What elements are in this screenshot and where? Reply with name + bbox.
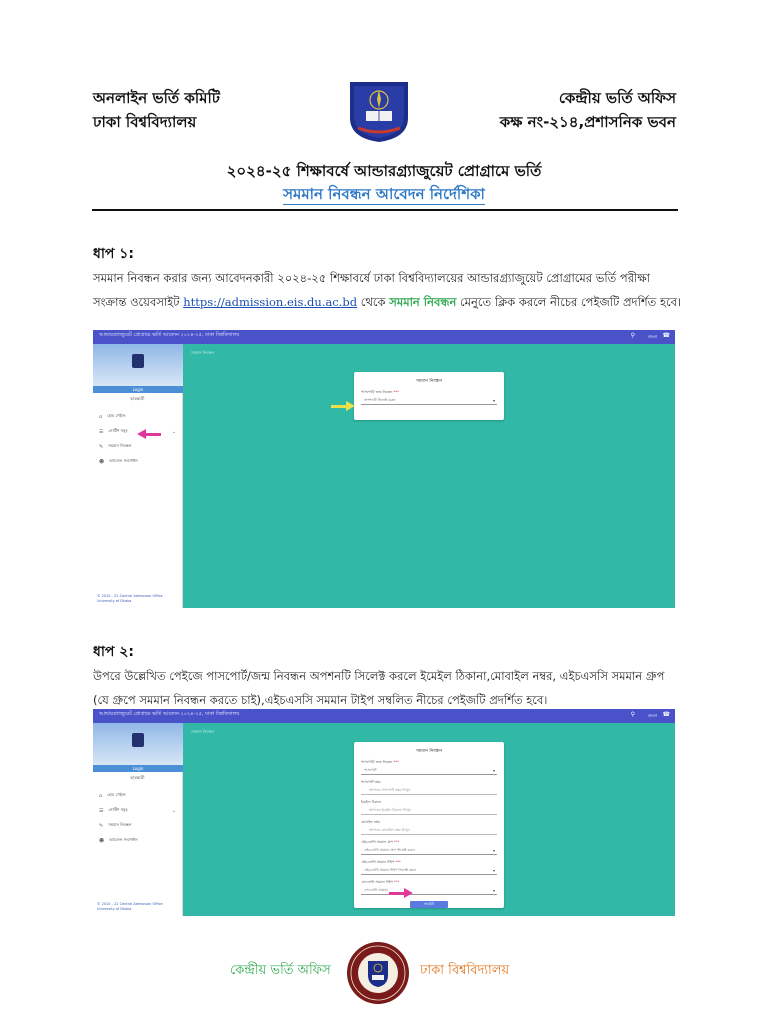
- sidebar-item-label: নোটিশ সমূহ: [108, 428, 128, 433]
- email-input[interactable]: আপনার ইমেইল ঠিকানা লিখুন: [361, 808, 497, 815]
- required-mark: ***: [394, 840, 400, 844]
- user-label: ছাত্রছাত্রী: [130, 396, 145, 401]
- email-label: ইমেইল ঠিকানা: [361, 800, 382, 804]
- hsc-group-label-text: এইচএসসি সমমান গ্রুপ: [361, 840, 393, 844]
- admission-website-link[interactable]: https://admission.eis.du.ac.bd: [183, 295, 358, 309]
- footer-dhaka-university: ঢাকা বিশ্ববিদ্যালয়: [420, 963, 510, 978]
- sidebar-footer-line1: © 2010 - 22 Central Admission Office: [97, 902, 163, 906]
- passport-field-label-text: পাসপোর্ট/ জন্ম নিবন্ধন: [361, 760, 393, 764]
- sidebar-menu: [93, 788, 182, 848]
- sidebar-banner: [93, 723, 183, 765]
- sidebar-item-notices[interactable]: [93, 803, 182, 818]
- sidebar-item-label: হোম পেইজ: [107, 792, 126, 797]
- step1-text-mid: থেকে: [357, 295, 390, 309]
- step2-paragraph: উপরে উল্লেখিত পেইজে পাসপোর্ট/জন্ম নিবন্ধন অপশনটি সিলেক্ট করলে ইমেইল ঠিকানা,মোবাইল নম্বর, এইচএসসি সমমান গ্রুপ (যে গ্রুপে সমমান নিবন্ধন করতে চাই),এইচএসসি সমমান টাইপ সম্বলিত নীচের পেইজটি প্রদর্শিত হবে।: [93, 669, 665, 707]
- sidebar-item-correction[interactable]: [93, 454, 182, 469]
- mobile-input[interactable]: আপনার মোবাইল নম্বর লিখুন: [361, 828, 497, 835]
- step1-paragraph: [93, 266, 683, 314]
- sidebar-footer: [97, 594, 163, 604]
- required-mark: ***: [393, 390, 399, 394]
- language-toggle[interactable]: বাংলা: [647, 334, 657, 339]
- university-crest-logo: [348, 80, 410, 144]
- user-label: ছাত্রছাত্রী: [130, 775, 145, 780]
- ssc-type-select[interactable]: [361, 888, 497, 895]
- passport-number-label: পাসপোর্ট নম্বর: [361, 780, 381, 784]
- university-seal-logo: [346, 941, 410, 1005]
- home-icon: ⌂: [99, 413, 103, 420]
- title-divider: [92, 209, 678, 211]
- dropdown-caret-icon: ▾: [492, 768, 495, 773]
- sidebar-item-label: সমমান নিবন্ধন: [108, 443, 132, 448]
- screenshot-step2: [93, 709, 675, 916]
- passport-field-label-text: পাসপোর্ট/ জন্ম নিবন্ধন: [361, 390, 393, 394]
- passport-number-input[interactable]: আপনার পাসপোর্ট নম্বর লিখুন: [361, 788, 497, 795]
- phone-icon[interactable]: ☎: [662, 332, 670, 339]
- list-icon: ☰: [99, 807, 104, 814]
- hsc-group-value: এইচএসসি সমমান গ্রুপ সিলেক্ট করুন: [364, 848, 415, 852]
- pink-pointer-arrow: [389, 890, 413, 897]
- page-title: ২০২৪-২৫ শিক্ষাবর্ষে আন্ডারগ্র্যাজুয়েট প্রোগ্রামে ভর্তি: [226, 162, 542, 180]
- hsc-type-value: এইচএসসি সমমান টাইপ সিলেক্ট করুন: [364, 868, 417, 872]
- form-title: সমমান নিবন্ধন: [415, 379, 443, 384]
- arrow-shaft: [145, 433, 161, 436]
- page-subtitle-text: সমমান নিবন্ধন আবেদন নির্দেশিকা: [283, 185, 485, 203]
- online-admission-committee: অনলাইন ভর্তি কমিটি: [93, 89, 220, 107]
- mobile-label: মোবাইল নম্বর: [361, 820, 380, 824]
- arrow-shaft: [389, 892, 405, 895]
- passport-field-label: [361, 760, 497, 766]
- search-icon[interactable]: ⚲: [630, 332, 635, 339]
- dropdown-caret-icon: ▾: [492, 848, 495, 853]
- app-sidebar: [93, 723, 183, 916]
- dhaka-university-label: ঢাকা বিশ্ববিদ্যালয়: [93, 113, 197, 131]
- app-topbar-title: আন্ডারগ্র্যাজুয়েট প্রোগ্রামে ভর্তি আবেদন ২০২৪-২৫, ঢাকা বিশ্ববিদ্যালয়: [99, 711, 240, 717]
- sidebar-menu: [93, 409, 182, 469]
- sidebar-emblem-icon: [132, 354, 144, 368]
- arrow-head: [404, 888, 413, 898]
- screenshot-step1: [93, 330, 675, 608]
- arrow-head: [346, 401, 355, 411]
- ssc-type-label: [361, 880, 497, 886]
- equivalence-form-card: [354, 372, 504, 420]
- ssc-type-label-text: এসএসসি সমমান টাইপ: [361, 880, 393, 884]
- hsc-type-select[interactable]: [361, 868, 497, 875]
- sidebar-footer: [97, 902, 163, 912]
- step1-text-before: সমমান নিবন্ধন করার জন্য আবেদনকারী ২০২৪-২৫ শিক্ষাবর্ষে ঢাকা বিশ্ববিদ্যালয়ের আন্ডারগ্র্যাজুয়েট প্রোগ্রামের ভর্তি পরীক্ষা সংক্রান্ত ওয়েবসাইট: [93, 271, 650, 309]
- dropdown-caret-icon: ▾: [492, 888, 495, 893]
- registration-icon: ✎: [99, 443, 104, 450]
- step1-text-after: মেনুতে ক্লিক করলে নীচের পেইজটি প্রদর্শিত হবে।: [456, 295, 682, 309]
- app-topbar-title: আন্ডারগ্র্যাজুয়েট প্রোগ্রামে ভর্তি আবেদন ২০২৪-২৫, ঢাকা বিশ্ববিদ্যালয়: [99, 332, 240, 338]
- yellow-pointer-arrow: [331, 403, 355, 410]
- sidebar-item-label: আবেদন সংশোধন: [109, 837, 138, 842]
- room-number-label: কক্ষ নং-২১৪,প্রশাসনিক ভবন: [499, 113, 676, 131]
- app-topbar: [93, 330, 675, 344]
- passport-field-label: [361, 390, 497, 396]
- list-icon: ☰: [99, 428, 104, 435]
- pink-pointer-arrow: [137, 431, 161, 438]
- header-left: [93, 86, 220, 134]
- sidebar-item-home[interactable]: [93, 409, 182, 424]
- submit-button[interactable]: সাবমিট: [410, 901, 448, 908]
- dropdown-caret-icon: ▾: [492, 398, 495, 403]
- form-title: সমমান নিবন্ধন: [415, 749, 443, 754]
- equivalence-form-card-expanded: [354, 742, 504, 908]
- sidebar-item-label: আবেদন সংশোধন: [109, 458, 138, 463]
- passport-option-select[interactable]: [361, 398, 497, 405]
- sidebar-banner: [93, 344, 183, 386]
- hsc-group-label: [361, 840, 497, 846]
- language-toggle[interactable]: বাংলা: [647, 713, 657, 718]
- arrow-head: [137, 429, 146, 439]
- user-icon: ☻: [99, 458, 105, 465]
- arrow-shaft: [331, 405, 347, 408]
- sidebar-item-label: নোটিশ সমূহ: [108, 807, 128, 812]
- search-icon[interactable]: ⚲: [630, 711, 635, 718]
- passport-option-select[interactable]: [361, 768, 497, 775]
- step1-heading: ধাপ ১:: [93, 246, 134, 262]
- footer-central-admission-office: কেন্দ্রীয় ভর্তি অফিস: [230, 963, 331, 978]
- sidebar-item-correction[interactable]: [93, 833, 182, 848]
- passport-option-value: পাসপোর্ট: [364, 768, 377, 772]
- central-admission-office-label: কেন্দ্রীয় ভর্তি অফিস: [558, 89, 676, 107]
- sidebar-emblem-icon: [132, 733, 144, 747]
- sidebar-footer-line1: © 2010 - 22 Central Admission Office: [97, 594, 163, 598]
- sidebar-item-label: সমমান নিবন্ধন: [108, 822, 132, 827]
- home-icon: ⌂: [99, 792, 103, 799]
- registration-icon: ✎: [99, 822, 104, 829]
- sidebar-item-equivalence[interactable]: [93, 439, 182, 454]
- breadcrumb: সমমান নিবন্ধন: [191, 729, 215, 734]
- ssc-type-value: এসএসসি সমমান: [364, 888, 388, 892]
- phone-icon[interactable]: ☎: [662, 711, 670, 718]
- passport-option-value: অপশনটি সিলেক্ট করুন: [364, 398, 396, 402]
- hsc-group-select[interactable]: [361, 848, 497, 855]
- chevron-down-icon: ⌄: [171, 807, 176, 814]
- hsc-type-label: [361, 860, 497, 866]
- step1-menu-highlight: সমমান নিবন্ধন: [389, 295, 457, 309]
- app-sidebar: [93, 344, 183, 608]
- required-mark: ***: [393, 760, 399, 764]
- sidebar-footer-line2: University of Dhaka: [97, 907, 132, 911]
- step2-heading: ধাপ ২:: [93, 644, 134, 660]
- required-mark: ***: [394, 880, 400, 884]
- sidebar-item-equivalence[interactable]: [93, 818, 182, 833]
- dropdown-caret-icon: ▾: [492, 868, 495, 873]
- login-button[interactable]: Login: [93, 765, 183, 772]
- chevron-down-icon: ⌄: [171, 428, 176, 435]
- login-button[interactable]: Login: [93, 386, 183, 393]
- breadcrumb: সমমান নিবন্ধন: [191, 350, 215, 355]
- required-mark: ***: [395, 860, 401, 864]
- sidebar-item-label: হোম পেইজ: [107, 413, 126, 418]
- page-subtitle: [0, 183, 768, 208]
- hsc-type-label-text: এইচএসসি সমমান টাইপ: [361, 860, 395, 864]
- app-topbar: [93, 709, 675, 723]
- user-icon: ☻: [99, 837, 105, 844]
- sidebar-footer-line2: University of Dhaka: [97, 599, 132, 603]
- sidebar-item-home[interactable]: [93, 788, 182, 803]
- header-right: [500, 86, 676, 134]
